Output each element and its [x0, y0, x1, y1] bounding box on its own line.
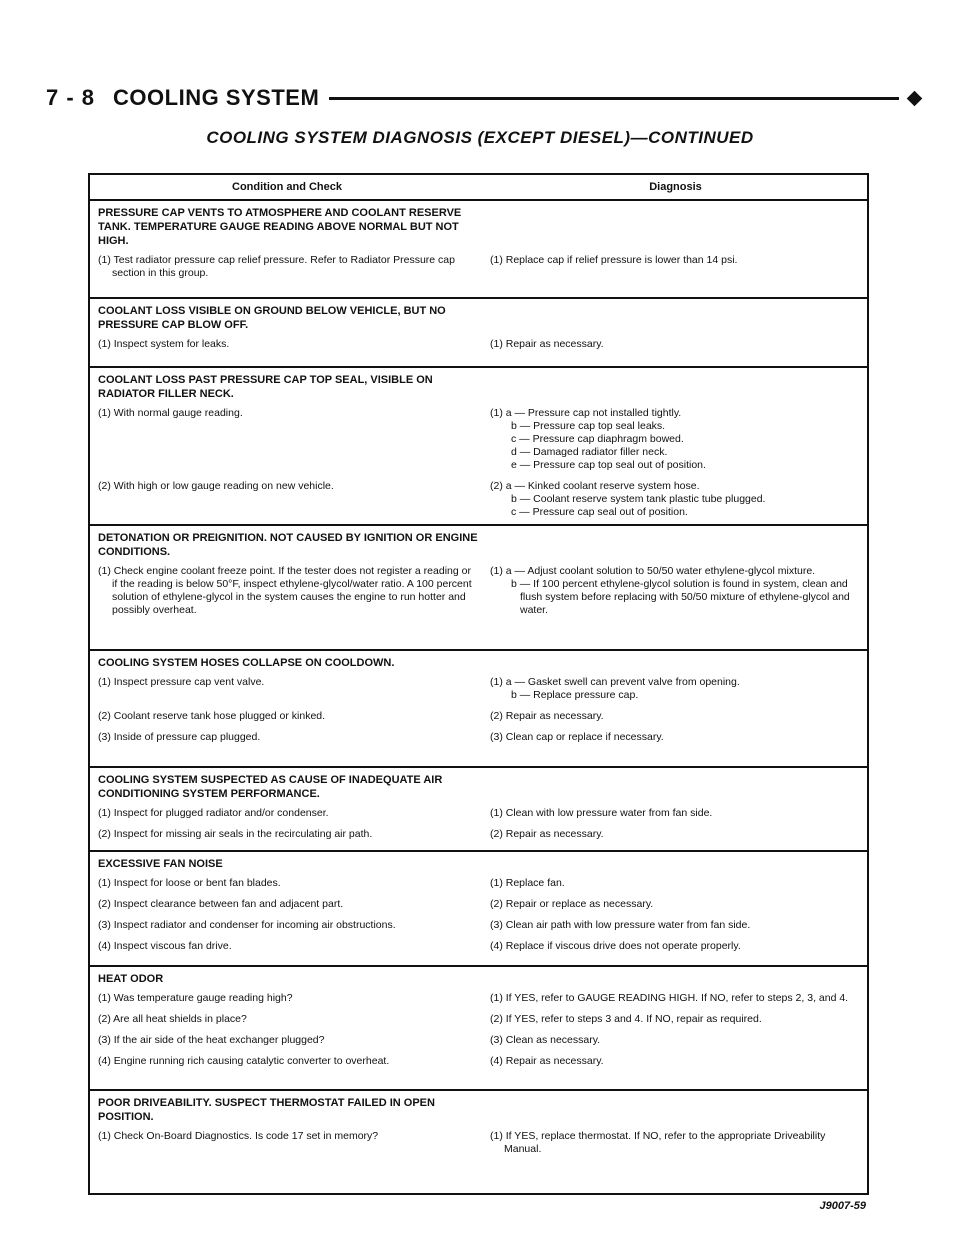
diagnosis-cell [490, 338, 859, 351]
diagnosis-line: (2) If YES, refer to steps 3 and 4. If NO, repair as required. [490, 1013, 762, 1025]
condition-heading: COOLING SYSTEM HOSES COLLAPSE ON COOLDOWN. [98, 657, 395, 669]
diagnosis-line: (2) Repair as necessary. [490, 710, 604, 722]
diagnosis-cell [490, 992, 859, 1005]
check-step: (1) With normal gauge reading. [98, 407, 243, 419]
diagnosis-line: (2) Repair as necessary. [490, 828, 604, 840]
col-header-diagnosis: Diagnosis [649, 181, 702, 193]
table-row [98, 919, 859, 932]
page-subtitle: COOLING SYSTEM DIAGNOSIS (EXCEPT DIESEL)—CONTINUED [206, 128, 754, 147]
check-step: (1) Test radiator pressure cap relief pressure. Refer to Radiator Pressure cap section in this group. [98, 254, 455, 279]
condition-heading: EXCESSIVE FAN NOISE [98, 858, 223, 870]
check-step: (2) Inspect clearance between fan and adjacent part. [98, 898, 344, 910]
diagnosis-cell [490, 828, 859, 841]
table-section [90, 967, 867, 1091]
check-step: (1) Inspect system for leaks. [98, 338, 230, 350]
diagnosis-cell [490, 710, 859, 723]
condition-heading: COOLANT LOSS VISIBLE ON GROUND BELOW VEHICLE, BUT NO PRESSURE CAP BLOW OFF. [98, 305, 446, 331]
table-row [98, 731, 859, 744]
table-row [98, 1130, 859, 1156]
diagnosis-line: (2) a — Kinked coolant reserve system hose. [490, 480, 700, 492]
table-section [90, 526, 867, 651]
condition-heading: COOLING SYSTEM SUSPECTED AS CAUSE OF INADEQUATE AIR CONDITIONING SYSTEM PERFORMANCE. [98, 774, 443, 800]
diagnosis-line: (1) If YES, refer to GAUGE READING HIGH. If NO, refer to steps 2, 3, and 4. [490, 992, 849, 1004]
diagnosis-cell [490, 731, 859, 744]
diagnosis-line: d — Damaged radiator filler neck. [511, 446, 668, 458]
check-step: (1) Inspect for plugged radiator and/or condenser. [98, 807, 329, 819]
diagnosis-line: (1) Replace cap if relief pressure is lower than 14 psi. [490, 254, 738, 266]
diagnosis-cell [490, 407, 859, 472]
figure-code: J9007-59 [819, 1200, 866, 1212]
table-header [90, 175, 867, 201]
diagnosis-line: (1) Clean with low pressure water from fan side. [490, 807, 713, 819]
diagnosis-line: (4) Repair as necessary. [490, 1055, 604, 1067]
check-step: (2) Inspect for missing air seals in the recirculating air path. [98, 828, 373, 840]
diagnosis-line: c — Pressure cap seal out of position. [511, 506, 688, 518]
diagnosis-cell [490, 919, 859, 932]
col-header-condition: Condition and Check [232, 181, 342, 193]
diagnosis-cell [490, 1013, 859, 1026]
table-section [90, 651, 867, 768]
check-step: (3) Inspect radiator and condenser for incoming air obstructions. [98, 919, 396, 931]
table-section [90, 768, 867, 852]
check-step: (3) If the air side of the heat exchanger plugged? [98, 1034, 325, 1046]
table-section [90, 201, 867, 299]
diagnosis-line: (3) Clean air path with low pressure water from fan side. [490, 919, 751, 931]
table-row [98, 992, 859, 1005]
diagnosis-line: (1) Repair as necessary. [490, 338, 604, 350]
check-step: (4) Inspect viscous fan drive. [98, 940, 232, 952]
condition-heading: HEAT ODOR [98, 973, 164, 985]
condition-heading: PRESSURE CAP VENTS TO ATMOSPHERE AND COOLANT RESERVE TANK. TEMPERATURE GAUGE READING ABOVE NORMAL BUT NOT HIGH. [98, 207, 462, 247]
diamond-icon [907, 90, 923, 106]
header-rule [329, 97, 899, 100]
diagnosis-line: e — Pressure cap top seal out of position. [511, 459, 706, 471]
table-row [98, 1055, 859, 1068]
condition-heading: POOR DRIVEABILITY. SUSPECT THERMOSTAT FAILED IN OPEN POSITION. [98, 1097, 435, 1123]
table-row [98, 676, 859, 702]
check-step: (2) Coolant reserve tank hose plugged or kinked. [98, 710, 326, 722]
diagnosis-cell [490, 1034, 859, 1047]
diagnosis-cell [490, 1130, 859, 1156]
check-step: (1) Inspect for loose or bent fan blades. [98, 877, 281, 889]
diagnosis-line: c — Pressure cap diaphragm bowed. [511, 433, 684, 445]
table-section [90, 368, 867, 526]
diagnosis-line: b — If 100 percent ethylene-glycol solution is found in system, clean and flush system before replacing with 50/50 mixture of ethylene-glycol and water. [511, 578, 850, 616]
diagnosis-line: b — Pressure cap top seal leaks. [511, 420, 666, 432]
diagnosis-cell [490, 676, 859, 702]
check-step: (1) Inspect pressure cap vent valve. [98, 676, 265, 688]
diagnosis-cell [490, 254, 859, 280]
table-row [98, 1034, 859, 1047]
table-row [98, 407, 859, 472]
diagnosis-line: b — Replace pressure cap. [511, 689, 639, 701]
diagnosis-cell [490, 898, 859, 911]
check-step: (1) Was temperature gauge reading high? [98, 992, 293, 1004]
table-section [90, 852, 867, 967]
diagnosis-cell [490, 877, 859, 890]
section-title: COOLING SYSTEM [113, 85, 320, 110]
check-step: (2) With high or low gauge reading on new vehicle. [98, 480, 334, 492]
table-section [90, 299, 867, 368]
table-row [98, 828, 859, 841]
check-step: (3) Inside of pressure cap plugged. [98, 731, 261, 743]
diagnosis-table [88, 173, 869, 1195]
diagnosis-cell [490, 1055, 859, 1068]
table-row [98, 565, 859, 617]
check-step: (4) Engine running rich causing catalytic converter to overheat. [98, 1055, 390, 1067]
table-row [98, 940, 859, 953]
diagnosis-line: b — Coolant reserve system tank plastic tube plugged. [511, 493, 766, 505]
diagnosis-line: (1) a — Pressure cap not installed tightly. [490, 407, 682, 419]
table-row [98, 338, 859, 351]
diagnosis-cell [490, 565, 859, 617]
table-row [98, 807, 859, 820]
diagnosis-line: (1) Replace fan. [490, 877, 565, 889]
table-row [98, 1013, 859, 1026]
table-row [98, 254, 859, 280]
diagnosis-line: (1) If YES, replace thermostat. If NO, refer to the appropriate Driveability Manual. [490, 1130, 826, 1155]
table-section [90, 1091, 867, 1181]
diagnosis-line: (3) Clean cap or replace if necessary. [490, 731, 664, 743]
page-number: 7 - 8 [46, 85, 96, 110]
check-step: (1) Check engine coolant freeze point. If the tester does not register a reading or if the reading is below 50°F, inspect ethylene-glycol/water ratio. A 100 percent solution of ethylene-glycol in the system causes the engine to run hotter and possibly overheat. [98, 565, 472, 616]
check-step: (1) Check On-Board Diagnostics. Is code 17 set in memory? [98, 1130, 379, 1142]
diagnosis-line: (3) Clean as necessary. [490, 1034, 601, 1046]
table-row [98, 480, 859, 519]
table-row [98, 710, 859, 723]
condition-heading: COOLANT LOSS PAST PRESSURE CAP TOP SEAL, VISIBLE ON RADIATOR FILLER NECK. [98, 374, 433, 400]
diagnosis-line: (1) a — Adjust coolant solution to 50/50 water ethylene-glycol mixture. [490, 565, 816, 577]
diagnosis-cell [490, 940, 859, 953]
diagnosis-line: (2) Repair or replace as necessary. [490, 898, 654, 910]
diagnosis-line: (4) Replace if viscous drive does not operate properly. [490, 940, 741, 952]
diagnosis-line: (1) a — Gasket swell can prevent valve from opening. [490, 676, 740, 688]
table-row [98, 898, 859, 911]
diagnosis-cell [490, 807, 859, 820]
table-row [98, 877, 859, 890]
condition-heading: DETONATION OR PREIGNITION. NOT CAUSED BY IGNITION OR ENGINE CONDITIONS. [98, 532, 478, 558]
check-step: (2) Are all heat shields in place? [98, 1013, 247, 1025]
page-header [46, 78, 926, 118]
diagnosis-cell [490, 480, 859, 519]
table-body [90, 201, 867, 1181]
